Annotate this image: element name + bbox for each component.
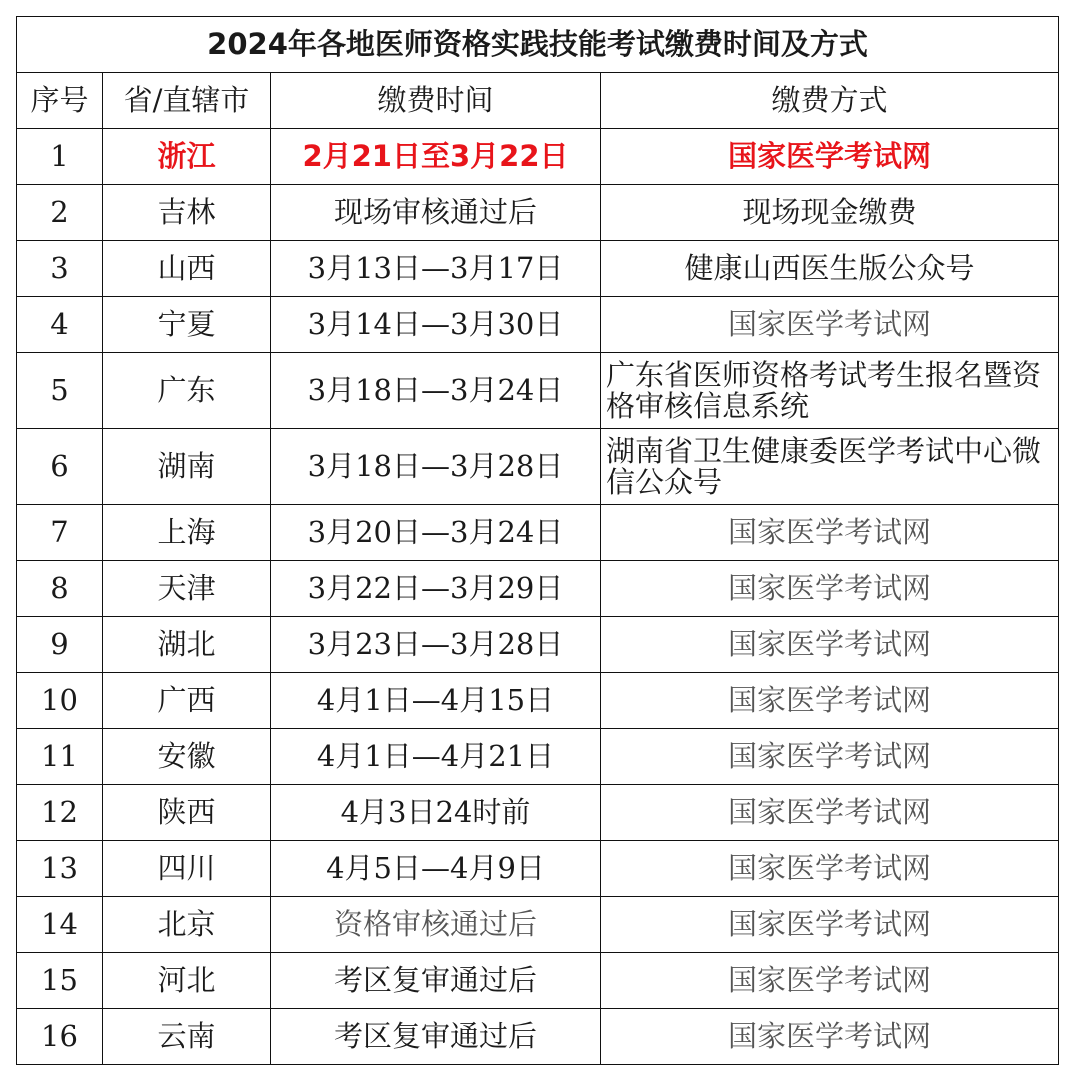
table-row: [17, 1009, 1059, 1065]
table-row: [17, 897, 1059, 953]
row-index: 5: [17, 353, 103, 429]
row-time: 3月13日—3月17日: [271, 241, 601, 297]
row-index: 6: [17, 429, 103, 505]
row-index: 15: [17, 953, 103, 1009]
row-index: 7: [17, 505, 103, 561]
row-time: 3月14日—3月30日: [271, 297, 601, 353]
table-row: [17, 729, 1059, 785]
header-time: 缴费时间: [271, 73, 601, 129]
row-province: 吉林: [103, 185, 271, 241]
row-province: 湖南: [103, 429, 271, 505]
header-index: 序号: [17, 73, 103, 129]
row-province: 陕西: [103, 785, 271, 841]
row-index: 10: [17, 673, 103, 729]
row-province: 河北: [103, 953, 271, 1009]
row-time: 考区复审通过后: [271, 953, 601, 1009]
row-time: 3月23日—3月28日: [271, 617, 601, 673]
table-row: [17, 673, 1059, 729]
row-time: 2月21日至3月22日: [271, 129, 601, 185]
row-method: 国家医学考试网: [601, 297, 1059, 353]
table-row: [17, 617, 1059, 673]
table-row: [17, 185, 1059, 241]
row-method: 国家医学考试网: [601, 897, 1059, 953]
table-row: [17, 841, 1059, 897]
row-method: 湖南省卫生健康委医学考试中心微信公众号: [601, 429, 1059, 505]
row-time: 3月20日—3月24日: [271, 505, 601, 561]
row-method: 健康山西医生版公众号: [601, 241, 1059, 297]
row-index: 14: [17, 897, 103, 953]
row-time: 3月18日—3月24日: [271, 353, 601, 429]
row-time: 4月5日—4月9日: [271, 841, 601, 897]
row-time: 现场审核通过后: [271, 185, 601, 241]
row-province: 广西: [103, 673, 271, 729]
row-method: 国家医学考试网: [601, 673, 1059, 729]
row-method: 国家医学考试网: [601, 617, 1059, 673]
table-row: [17, 505, 1059, 561]
row-province: 北京: [103, 897, 271, 953]
row-method: 现场现金缴费: [601, 185, 1059, 241]
table-title: 2024年各地医师资格实践技能考试缴费时间及方式: [17, 17, 1059, 73]
row-method: 国家医学考试网: [601, 129, 1059, 185]
row-province: 广东: [103, 353, 271, 429]
row-method: 国家医学考试网: [601, 1009, 1059, 1065]
table-row: [17, 297, 1059, 353]
row-method: 广东省医师资格考试考生报名暨资格审核信息系统: [601, 353, 1059, 429]
row-time: 3月18日—3月28日: [271, 429, 601, 505]
row-index: 13: [17, 841, 103, 897]
table-row: [17, 785, 1059, 841]
row-time: 4月1日—4月21日: [271, 729, 601, 785]
fee-schedule-table: [16, 16, 1059, 1065]
table-row: [17, 129, 1059, 185]
row-index: 4: [17, 297, 103, 353]
table-row: [17, 561, 1059, 617]
row-index: 1: [17, 129, 103, 185]
row-method: 国家医学考试网: [601, 561, 1059, 617]
row-method: 国家医学考试网: [601, 729, 1059, 785]
row-method: 国家医学考试网: [601, 953, 1059, 1009]
row-method: 国家医学考试网: [601, 841, 1059, 897]
row-time: 4月1日—4月15日: [271, 673, 601, 729]
table-header-row: [17, 73, 1059, 129]
row-province: 上海: [103, 505, 271, 561]
row-province: 山西: [103, 241, 271, 297]
table-row: [17, 953, 1059, 1009]
row-province: 湖北: [103, 617, 271, 673]
row-province: 宁夏: [103, 297, 271, 353]
row-index: 12: [17, 785, 103, 841]
row-time: 3月22日—3月29日: [271, 561, 601, 617]
row-index: 9: [17, 617, 103, 673]
row-method: 国家医学考试网: [601, 785, 1059, 841]
row-index: 8: [17, 561, 103, 617]
row-time: 4月3日24时前: [271, 785, 601, 841]
row-index: 11: [17, 729, 103, 785]
table-row: [17, 241, 1059, 297]
row-index: 2: [17, 185, 103, 241]
row-province: 四川: [103, 841, 271, 897]
row-method: 国家医学考试网: [601, 505, 1059, 561]
table-title-row: [17, 17, 1059, 73]
row-province: 云南: [103, 1009, 271, 1065]
row-province: 浙江: [103, 129, 271, 185]
row-index: 16: [17, 1009, 103, 1065]
row-time: 考区复审通过后: [271, 1009, 601, 1065]
header-method: 缴费方式: [601, 73, 1059, 129]
header-province: 省/直辖市: [103, 73, 271, 129]
row-index: 3: [17, 241, 103, 297]
row-province: 安徽: [103, 729, 271, 785]
table-row: [17, 353, 1059, 429]
row-province: 天津: [103, 561, 271, 617]
table-row: [17, 429, 1059, 505]
row-time: 资格审核通过后: [271, 897, 601, 953]
